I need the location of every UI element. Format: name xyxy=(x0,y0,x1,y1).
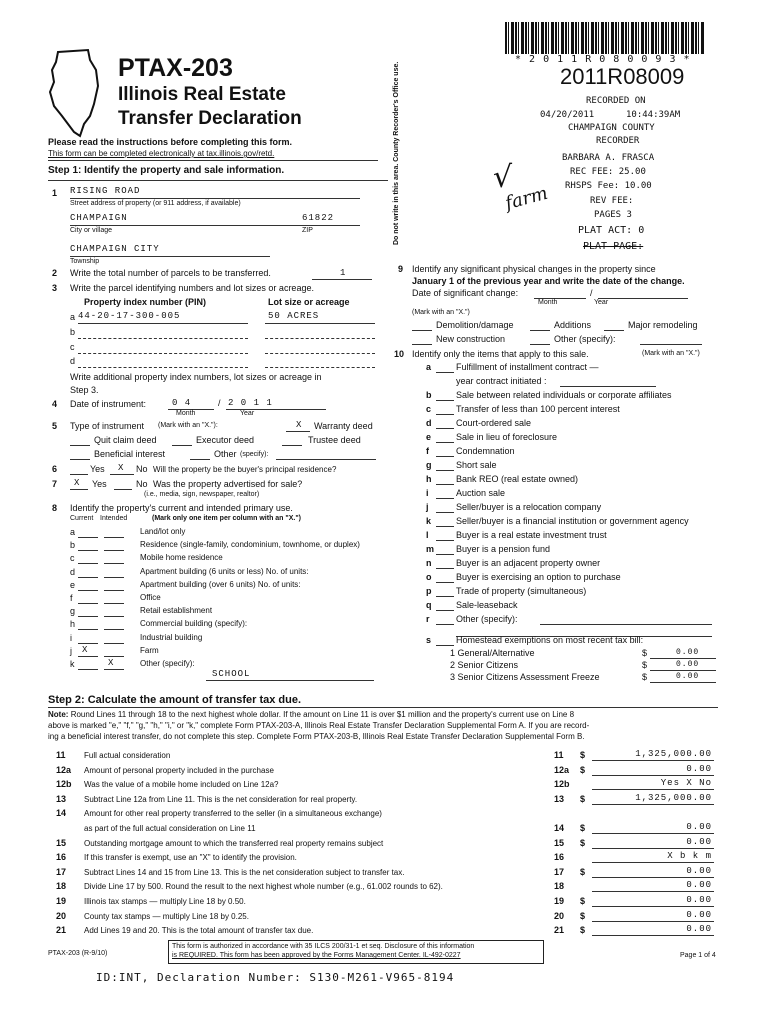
intended-use-blank xyxy=(104,643,124,644)
electronic-form-link[interactable]: This form can be completed electronically at tax.illinois.gov/retd. xyxy=(48,149,275,158)
calc-line-dollar: $ xyxy=(580,837,586,848)
city-label: City or village xyxy=(70,227,113,234)
calc-line-value[interactable]: 0.00 xyxy=(686,909,712,920)
recorder-title: RECORDER xyxy=(596,136,640,146)
exemption-blank xyxy=(650,670,716,671)
street-address-label: Street address of property (or 911 address, if available) xyxy=(70,200,241,207)
calc-line-value[interactable]: 0.00 xyxy=(686,895,712,905)
sale-item-label: Condemnation xyxy=(456,446,515,456)
sale-item-letter: f xyxy=(426,446,429,456)
calc-line-ref: 12a xyxy=(554,764,570,775)
calc-line-value[interactable]: 1,325,000.00 xyxy=(635,749,712,759)
use-label: Office xyxy=(140,593,161,602)
parcel-count-value[interactable]: 1 xyxy=(340,268,347,278)
principal-residence-question: Will the property be the buyer's principal residence? xyxy=(153,465,337,474)
calc-line-value[interactable]: 0.00 xyxy=(686,924,712,935)
exemption-label: 1 General/Alternative xyxy=(450,648,535,658)
pin-a-label: a xyxy=(70,312,76,322)
sale-item-letter: a xyxy=(426,362,432,372)
calc-line-text: Subtract Line 12a from Line 11. This is the net consideration for real property. xyxy=(84,794,358,804)
sale-item-letter: k xyxy=(426,516,432,526)
exemption-blank xyxy=(650,658,716,659)
other-specify-blank xyxy=(540,624,712,625)
parcel-count-label: Write the total number of parcels to be transferred. xyxy=(70,268,271,278)
intended-use-blank xyxy=(104,563,124,564)
year-label: Year xyxy=(240,410,255,417)
sale-item-letter: p xyxy=(426,586,432,596)
calc-line-blank xyxy=(592,935,714,936)
advertised-yes-option: Yes xyxy=(92,479,107,489)
exemption-dollar: $ xyxy=(642,660,648,670)
sale-item-blank xyxy=(436,540,454,541)
exemption-value[interactable]: 0.00 xyxy=(676,648,700,657)
instructions-notice: Please read the instructions before completing this form. xyxy=(48,137,293,147)
current-use-blank xyxy=(78,669,98,670)
sale-item-letter: b xyxy=(426,390,432,400)
pin-b-label: b xyxy=(70,327,76,337)
sale-item-label: Short sale xyxy=(456,460,497,470)
recorded-on-label: RECORDED ON xyxy=(586,96,646,106)
recorded-date: 04/20/2011 xyxy=(540,110,595,120)
calc-line-text: Outstanding mortgage amount to which the transferred real property remains subject xyxy=(84,838,384,848)
sale-item-letter: e xyxy=(426,432,432,442)
calc-line-number: 14 xyxy=(56,808,67,819)
advertised-yes-mark[interactable]: X xyxy=(74,478,81,488)
current-use-blank xyxy=(78,616,98,617)
sale-item-label: Buyer is a pension fund xyxy=(456,544,551,554)
calc-line-blank xyxy=(592,760,714,761)
advertised-no-option: No xyxy=(136,479,148,489)
line1-number: 1 xyxy=(52,188,58,198)
quit-claim-deed-option: Quit claim deed xyxy=(94,435,157,445)
calc-line-number: 18 xyxy=(56,881,67,892)
instrument-month-value[interactable]: 0 4 xyxy=(172,398,192,408)
calc-line-value[interactable]: 0.00 xyxy=(686,836,712,847)
use-label: Apartment building (over 6 units) No. of units: xyxy=(140,579,301,589)
calc-line-text: Amount of personal property included in the purchase xyxy=(84,765,274,775)
line2-number: 2 xyxy=(52,268,58,278)
rev-fee: REV FEE: xyxy=(590,196,634,206)
intended-use-blank xyxy=(104,537,124,538)
note-text1: Round Lines 11 through 18 to the next highest whole dollar. If the amount on Line 11 is over $1 million and the property's current use on Line 8 xyxy=(70,710,575,719)
form-revision: PTAX-203 (R-9/10) xyxy=(48,950,108,957)
intended-use-blank xyxy=(104,603,124,604)
intended-use-header: Intended xyxy=(100,515,128,522)
document-number: 2011R08009 xyxy=(560,64,685,89)
current-use-blank xyxy=(78,550,98,551)
residence-no-option: No xyxy=(136,464,148,474)
line6-number: 6 xyxy=(52,464,58,474)
change-date-label: Date of significant change: xyxy=(412,288,519,298)
recorder-name: BARBARA A. FRASCA xyxy=(562,153,655,163)
rhsps-fee: RHSPS Fee: 10.00 xyxy=(565,181,652,191)
instrument-type-mark: (Mark with an "X."): xyxy=(158,422,218,429)
use-letter: i xyxy=(70,632,72,643)
step2-note-line2: above is marked "e," "f," "g," "h," "i," or "k," complete Form PTAX-203-A, Illinois Real Estate Transfer Declaration Supplemental Form A. If you are record- xyxy=(48,721,590,730)
step1-heading: Step 1: Identify the property and sale information. xyxy=(48,165,285,176)
calc-line-text: Was the value of a mobile home included on Line 12a? xyxy=(84,780,279,790)
page-number: Page 1 of 4 xyxy=(680,952,716,959)
sale-item-letter: h xyxy=(426,474,432,484)
exemption-value[interactable]: 0.00 xyxy=(676,660,700,669)
rec-fee: REC FEE: 25.00 xyxy=(570,167,646,177)
calc-line-number: 12b xyxy=(56,779,72,790)
sale-item-label: Auction sale xyxy=(456,488,506,498)
line3-number: 3 xyxy=(52,283,58,293)
township-label: Township xyxy=(70,258,100,265)
demolition-option: Demolition/damage xyxy=(436,320,514,330)
declaration-number: ID:INT, Declaration Number: S130-M261-V965-8194 xyxy=(96,971,455,984)
calc-line-dollar: $ xyxy=(580,793,586,804)
lot-a-value[interactable]: 50 ACRES xyxy=(268,311,320,321)
line9-number: 9 xyxy=(398,264,404,274)
other-instrument-option: Other xyxy=(214,449,237,459)
calc-line-number: 17 xyxy=(56,866,67,877)
calc-line-blank xyxy=(592,775,714,776)
exemption-label: 2 Senior Citizens xyxy=(450,660,519,670)
change-mark-note: (Mark with an "X.") xyxy=(412,309,470,316)
sale-item-blank xyxy=(436,414,454,415)
exemption-value[interactable]: 0.00 xyxy=(676,672,700,681)
sale-item-label: Fulfillment of installment contract — xyxy=(456,362,599,372)
sale-item-letter: i xyxy=(426,488,429,498)
executor-deed-option: Executor deed xyxy=(196,435,255,445)
calc-line-ref: 16 xyxy=(554,852,565,863)
sale-item-blank xyxy=(436,526,454,527)
use-label: Retail establishment xyxy=(140,606,213,616)
calc-line-blank xyxy=(592,921,714,922)
use-label: Other (specify): xyxy=(140,659,195,668)
sale-item-label: Trade of property (simultaneous) xyxy=(456,586,587,596)
intended-use-blank xyxy=(104,577,124,578)
sale-item-label: Court-ordered sale xyxy=(456,418,532,428)
sale-item-letter: g xyxy=(426,460,432,470)
sale-item-letter: l xyxy=(426,530,429,540)
calc-line-ref: 17 xyxy=(554,866,565,877)
additional-pins-step3: Step 3. xyxy=(70,385,99,395)
pin-a-value[interactable]: 44-20-17-300-005 xyxy=(78,311,181,321)
current-use-mark[interactable]: X xyxy=(82,644,89,655)
physical-changes-text1: Identify any significant physical changes in the property since xyxy=(412,264,656,274)
current-use-blank xyxy=(78,656,98,657)
parcel-ids-label: Write the parcel identifying numbers and lot sizes or acreage. xyxy=(70,283,314,293)
barcode-text: * 2 0 1 1 R 0 8 0 0 9 3 * xyxy=(515,54,691,65)
sale-item-label: Transfer of less than 100 percent interest xyxy=(456,404,620,414)
residence-no-mark[interactable]: X xyxy=(118,463,125,473)
sale-item-label: year contract initiated : xyxy=(456,376,547,386)
sale-item-letter: c xyxy=(426,404,432,414)
warranty-deed-mark[interactable]: X xyxy=(296,420,303,430)
form-code: PTAX-203 xyxy=(118,54,233,82)
calc-line-number: 21 xyxy=(56,925,67,936)
major-remodeling-option: Major remodeling xyxy=(628,320,698,330)
authorization-box xyxy=(168,940,544,964)
calc-line-text: Add Lines 19 and 20. This is the total amount of transfer tax due. xyxy=(84,926,314,936)
intended-use-blank xyxy=(104,656,124,657)
sale-item-letter: n xyxy=(426,558,432,568)
pin-c-label: c xyxy=(70,342,75,352)
handwritten-check: √ xyxy=(493,160,513,195)
calc-line-ref: 13 xyxy=(554,793,565,804)
calc-line-blank xyxy=(592,804,714,805)
sale-item-label: Buyer is an adjacent property owner xyxy=(456,558,601,568)
use-letter: j xyxy=(70,645,72,656)
sale-items-question: Identify only the items that apply to this sale. xyxy=(412,349,589,359)
plat-page: PLAT PAGE: xyxy=(583,241,644,252)
sale-item-blank xyxy=(436,512,454,513)
change-month-label: Month xyxy=(538,299,558,306)
other-instrument-specify: (specify): xyxy=(240,451,269,458)
calc-line-ref: 14 xyxy=(554,823,565,833)
calc-line-text: Full actual consideration xyxy=(84,751,171,760)
calc-line-value[interactable]: Yes X No xyxy=(660,778,712,789)
sale-item-label: Sale in lieu of foreclosure xyxy=(456,432,558,442)
calc-line-text: as part of the full actual consideration on Line 11 xyxy=(84,824,256,833)
exemptions-letter: s xyxy=(426,635,432,645)
exemption-dollar: $ xyxy=(642,648,648,658)
calc-line-number: 16 xyxy=(56,852,67,863)
intended-use-blank xyxy=(104,616,124,617)
calc-line-value[interactable]: X b k m xyxy=(667,851,712,862)
illinois-state-outline-icon xyxy=(44,46,104,140)
note-label: Note: xyxy=(48,710,69,719)
sale-item-blank xyxy=(436,498,454,499)
sale-item-label: Seller/buyer is a relocation company xyxy=(456,502,602,512)
form-title-line2: Transfer Declaration xyxy=(118,108,302,129)
sale-item-blank xyxy=(436,568,454,569)
change-date-separator: / xyxy=(590,288,593,298)
sale-item-blank xyxy=(436,470,454,471)
sale-item-blank xyxy=(436,624,454,625)
warranty-deed-option: Warranty deed xyxy=(314,421,373,431)
calc-line-dollar: $ xyxy=(580,764,586,775)
calc-line-value[interactable]: 1,325,000.00 xyxy=(635,792,712,803)
calc-line-text: Subtract Lines 14 and 15 from Line 13. This is the net consideration subject to transfer tax. xyxy=(84,867,405,877)
current-use-blank xyxy=(78,643,98,644)
calc-line-number: 11 xyxy=(56,750,66,760)
calc-line-text: Divide Line 17 by 500. Round the result to the next highest whole number (e.g., 61.002 rounds to 62). xyxy=(84,882,443,892)
calc-line-number: 20 xyxy=(56,910,67,921)
calc-line-ref: 21 xyxy=(554,925,565,936)
exemption-label: 3 Senior Citizens Assessment Freeze xyxy=(450,672,600,682)
calc-line-blank xyxy=(592,891,714,892)
sale-item-blank xyxy=(436,596,454,597)
calc-line-text: Illinois tax stamps — multiply Line 18 by 0.50. xyxy=(84,897,246,906)
authorization-text1: This form is authorized in accordance with 35 ILCS 200/31-1 et seq. Disclosure of this information xyxy=(172,943,475,950)
calc-line-ref: 19 xyxy=(554,896,565,906)
line8-number: 8 xyxy=(52,503,58,513)
street-address-value[interactable]: RISING ROAD xyxy=(70,186,141,196)
intended-use-blank xyxy=(104,590,124,591)
calc-line-dollar: $ xyxy=(580,910,586,921)
step2-heading: Step 2: Calculate the amount of transfer tax due. xyxy=(48,694,302,706)
use-label: Residence (single-family, condominium, townhome, or duplex) xyxy=(140,540,360,550)
sale-item-blank xyxy=(436,456,454,457)
sale-item-label: Bank REO (real estate owned) xyxy=(456,474,579,484)
calc-line-number: 15 xyxy=(56,837,67,848)
current-use-blank xyxy=(78,590,98,591)
sale-item-blank xyxy=(436,582,454,583)
contract-year-blank xyxy=(560,386,656,387)
sale-item-blank xyxy=(436,442,454,443)
other-change-option: Other (specify): xyxy=(554,334,616,344)
calc-line-dollar: $ xyxy=(580,866,586,877)
intended-use-blank xyxy=(104,550,124,551)
use-letter: f xyxy=(70,593,73,603)
current-use-blank xyxy=(78,629,98,630)
homestead-exemptions-label: Homestead exemptions on most recent tax bill: xyxy=(456,635,644,645)
use-letter: b xyxy=(70,540,76,551)
sale-item-label: Buyer is exercising an option to purchase xyxy=(456,572,621,582)
calc-line-text: Amount for other real property transferred to the seller (in a simultaneous exchange) xyxy=(84,809,382,819)
line10-number: 10 xyxy=(394,349,405,359)
calc-line-blank xyxy=(592,906,714,907)
plat-act: PLAT ACT: 0 xyxy=(578,225,645,236)
advertised-question: Was the property advertised for sale? xyxy=(153,479,303,489)
current-use-blank xyxy=(78,603,98,604)
sale-item-letter: d xyxy=(426,418,432,428)
use-letter: a xyxy=(70,527,76,537)
pages-count: PAGES 3 xyxy=(594,210,632,220)
month-label: Month xyxy=(176,410,196,417)
step2-note-line3: ing a beneficial interest transfer, do not complete this step. Complete Form PTAX-203-B, Illinois Real Estate Transfer Declaration Supplemental Form B. xyxy=(48,732,585,741)
calc-line-blank xyxy=(592,833,714,834)
sale-item-label: Buyer is a real estate investment trust xyxy=(456,530,607,540)
calc-line-text: County tax stamps — multiply Line 18 by 0.25. xyxy=(84,911,249,921)
calc-line-number: 19 xyxy=(56,896,67,906)
lot-size-column-header: Lot size or acreage xyxy=(268,297,350,307)
sale-item-blank xyxy=(436,610,454,611)
calc-line-ref: 20 xyxy=(554,910,565,921)
change-year-label: Year xyxy=(594,299,609,306)
use-letter: g xyxy=(70,606,76,617)
sale-item-blank xyxy=(436,372,454,373)
barcode xyxy=(505,22,705,54)
calc-line-ref: 15 xyxy=(554,837,565,848)
advertised-examples: (i.e., media, sign, newspaper, realtor) xyxy=(144,491,260,498)
current-use-blank xyxy=(78,563,98,564)
calc-line-dollar: $ xyxy=(580,896,586,906)
use-letter: h xyxy=(70,619,76,630)
pin-d-label: d xyxy=(70,356,76,366)
calc-line-text: If this transfer is exempt, use an "X" to identify the provision. xyxy=(84,853,297,863)
sale-items-mark-note: (Mark with an "X.") xyxy=(642,350,700,357)
sale-item-blank xyxy=(436,400,454,401)
property-use-mark-note: (Mark only one item per column with an "X.") xyxy=(152,515,301,522)
beneficial-interest-option: Beneficial interest xyxy=(94,449,166,459)
sale-item-letter: r xyxy=(426,614,430,624)
sale-item-letter: o xyxy=(426,572,432,582)
use-label: Land/lot only xyxy=(140,527,186,536)
calc-line-value[interactable]: 0.00 xyxy=(686,822,712,832)
instrument-year-value[interactable]: 2 0 1 1 xyxy=(228,398,273,408)
exemption-dollar: $ xyxy=(642,672,648,682)
calc-line-blank xyxy=(592,877,714,878)
use-label: Mobile home residence xyxy=(140,553,223,563)
line5-number: 5 xyxy=(52,421,58,431)
sale-item-blank xyxy=(436,428,454,429)
sale-item-label: Seller/buyer is a financial institution or government agency xyxy=(456,516,689,526)
calc-line-blank xyxy=(592,789,714,790)
handwritten-farm: farm xyxy=(503,182,551,215)
additional-pins-note: Write additional property index numbers, lot sizes or acreage in xyxy=(70,372,322,382)
sale-item-label: Other (specify): xyxy=(456,614,518,624)
authorization-text2: is REQUIRED. This form has been approved by the Forms Management Center. IL-492-0227 xyxy=(172,952,461,959)
calc-line-ref: 11 xyxy=(554,750,564,760)
sale-item-letter: q xyxy=(426,600,432,610)
line4-number: 4 xyxy=(52,399,58,409)
calc-line-value[interactable]: 0.00 xyxy=(686,880,712,891)
property-use-question: Identify the property's current and intended primary use. xyxy=(70,503,293,513)
calc-line-value[interactable]: 0.00 xyxy=(686,763,712,774)
exemption-blank xyxy=(650,682,716,683)
form-title-line1: Illinois Real Estate xyxy=(118,84,286,105)
sale-item-blank xyxy=(436,554,454,555)
calc-line-ref: 12b xyxy=(554,779,570,790)
calc-line-blank xyxy=(592,848,714,849)
pin-column-header: Property index number (PIN) xyxy=(84,297,207,307)
use-letter: e xyxy=(70,579,76,590)
calc-line-blank xyxy=(592,862,714,863)
use-label: Industrial building xyxy=(140,632,203,642)
calc-line-value[interactable]: 0.00 xyxy=(686,865,712,876)
use-letter: k xyxy=(70,659,75,669)
use-letter: d xyxy=(70,566,76,577)
sale-item-label: Sale between related individuals or corporate affiliates xyxy=(456,390,672,400)
line7-number: 7 xyxy=(52,479,58,489)
instrument-type-label: Type of instrument xyxy=(70,421,145,431)
township-value[interactable]: CHAMPAIGN CITY xyxy=(70,244,160,254)
use-label: Commercial building (specify): xyxy=(140,619,248,629)
sale-item-letter: j xyxy=(426,502,429,512)
sale-item-letter: m xyxy=(426,544,435,554)
calc-line-number: 13 xyxy=(56,793,67,804)
new-construction-option: New construction xyxy=(436,334,506,344)
trustee-deed-option: Trustee deed xyxy=(308,435,361,445)
intended-use-blank xyxy=(104,669,124,670)
intended-use-mark[interactable]: X xyxy=(108,658,115,668)
use-label: Apartment building (6 units or less) No. of units: xyxy=(140,566,309,576)
sale-item-blank xyxy=(436,484,454,485)
use-label: Farm xyxy=(140,645,159,655)
zip-label: ZIP xyxy=(302,227,313,234)
other-use-value[interactable]: SCHOOL xyxy=(212,669,251,679)
current-use-header: Current xyxy=(70,515,94,522)
calc-line-dollar: $ xyxy=(580,925,586,936)
additions-option: Additions xyxy=(554,320,592,330)
date-separator: / xyxy=(218,398,221,408)
zip-value[interactable]: 61822 xyxy=(302,213,335,223)
intended-use-blank xyxy=(104,629,124,630)
use-letter: c xyxy=(70,553,75,564)
calc-line-number: 12a xyxy=(56,764,72,775)
step2-note-line1 xyxy=(48,710,574,719)
calc-line-dollar: $ xyxy=(580,823,586,833)
current-use-blank xyxy=(78,537,98,538)
calc-line-dollar: $ xyxy=(580,750,586,760)
instrument-date-label: Date of instrument: xyxy=(70,399,147,409)
city-value[interactable]: CHAMPAIGN xyxy=(70,213,128,223)
recorded-time: 10:44:39AM xyxy=(626,110,681,120)
county-name: CHAMPAIGN COUNTY xyxy=(568,123,655,133)
recorder-use-note: Do not write in this area. County Recorder's Office use. xyxy=(393,61,400,245)
sale-item-label: Sale-leaseback xyxy=(456,600,518,610)
calc-line-ref: 18 xyxy=(554,881,565,892)
current-use-blank xyxy=(78,577,98,578)
physical-changes-text2: January 1 of the previous year and write the date of the change. xyxy=(412,276,685,286)
residence-yes-option: Yes xyxy=(90,464,105,474)
